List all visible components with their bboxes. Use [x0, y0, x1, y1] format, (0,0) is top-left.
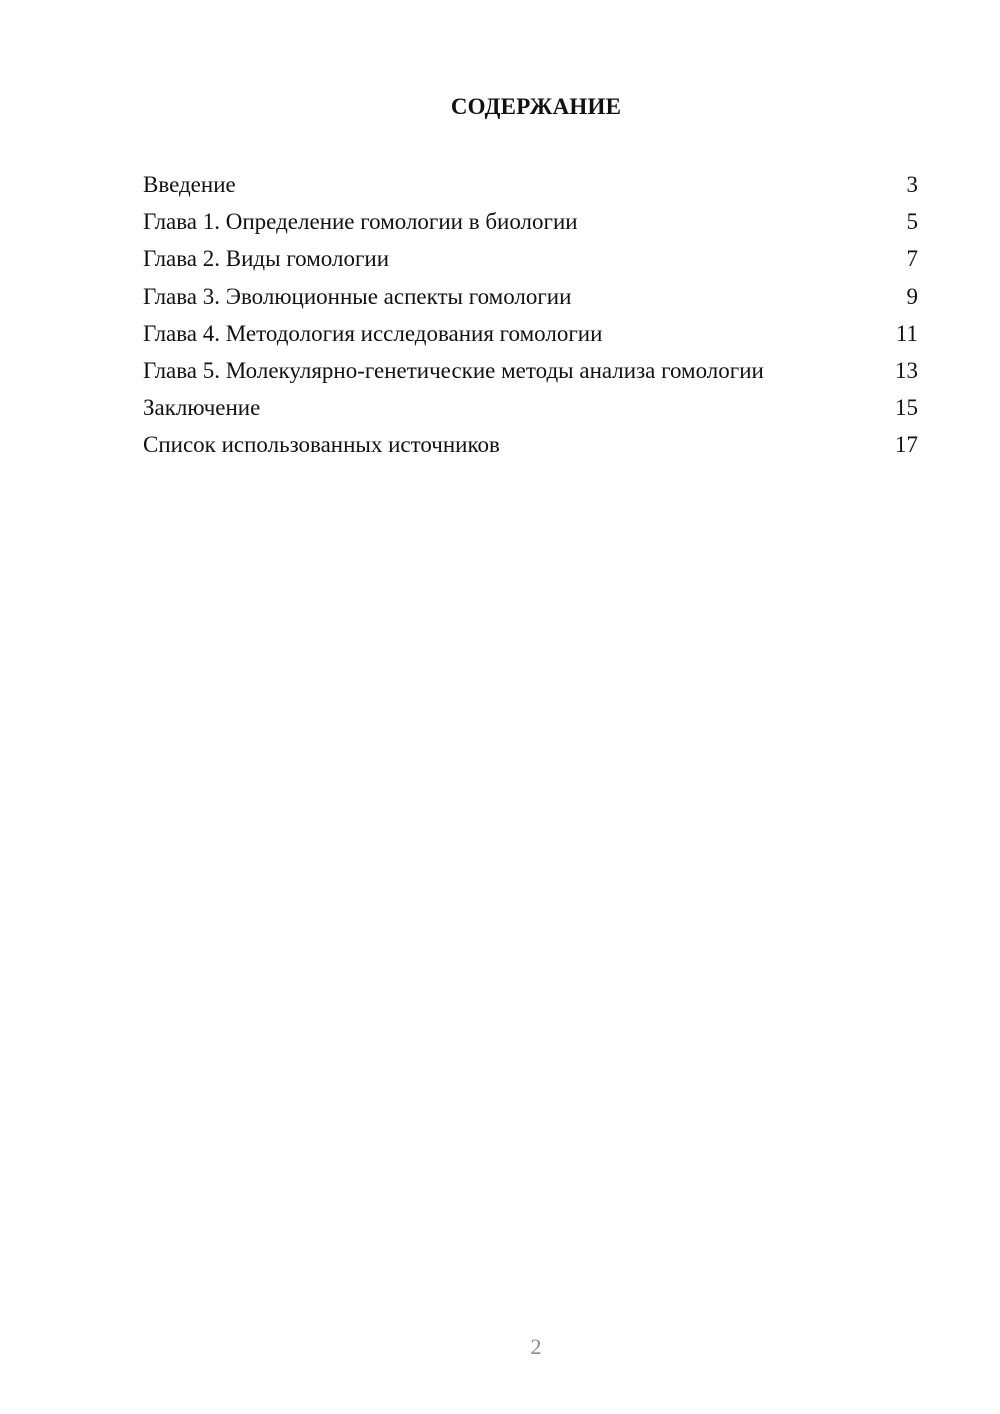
- toc-entry-title: Введение: [143, 172, 236, 197]
- toc-entry-chapter-1[interactable]: [143, 207, 918, 244]
- toc-entry-page: 11: [895, 320, 918, 346]
- toc-entry-title: Глава 5. Молекулярно-генетические методы анализа гомологии: [143, 357, 764, 383]
- toc-entry-chapter-5[interactable]: [143, 356, 918, 393]
- toc-entry-chapter-4[interactable]: [143, 319, 918, 356]
- toc-entry-chapter-2[interactable]: [143, 244, 918, 281]
- toc-entry-title: Список использованных источников: [143, 432, 500, 458]
- toc-entry-page: 17: [895, 432, 918, 458]
- toc-entry-conclusion[interactable]: [143, 393, 918, 430]
- toc-entry-chapter-3[interactable]: [143, 282, 918, 319]
- toc-entry-page: 3: [906, 172, 918, 197]
- page-title: СОДЕРЖАНИЕ: [450, 94, 622, 119]
- toc-entry-page: 9: [906, 283, 918, 309]
- toc-entry-page: 5: [906, 209, 918, 235]
- toc-entry-title: Глава 1. Определение гомологии в биологии: [143, 209, 578, 235]
- page-number: 2: [530, 1334, 542, 1359]
- toc-entry-title: Заключение: [143, 395, 261, 421]
- toc-entry-page: 15: [895, 395, 918, 421]
- toc-entry-title: Глава 3. Эволюционные аспекты гомологии: [143, 283, 572, 309]
- table-of-contents: [143, 170, 918, 468]
- toc-entry-introduction[interactable]: [143, 170, 918, 207]
- toc-entry-title: Глава 2. Виды гомологии: [143, 246, 390, 272]
- toc-entry-references[interactable]: [143, 430, 918, 467]
- toc-entry-page: 13: [895, 357, 918, 383]
- toc-entry-title: Глава 4. Методология исследования гомологии: [143, 320, 603, 346]
- toc-entry-page: 7: [906, 246, 918, 272]
